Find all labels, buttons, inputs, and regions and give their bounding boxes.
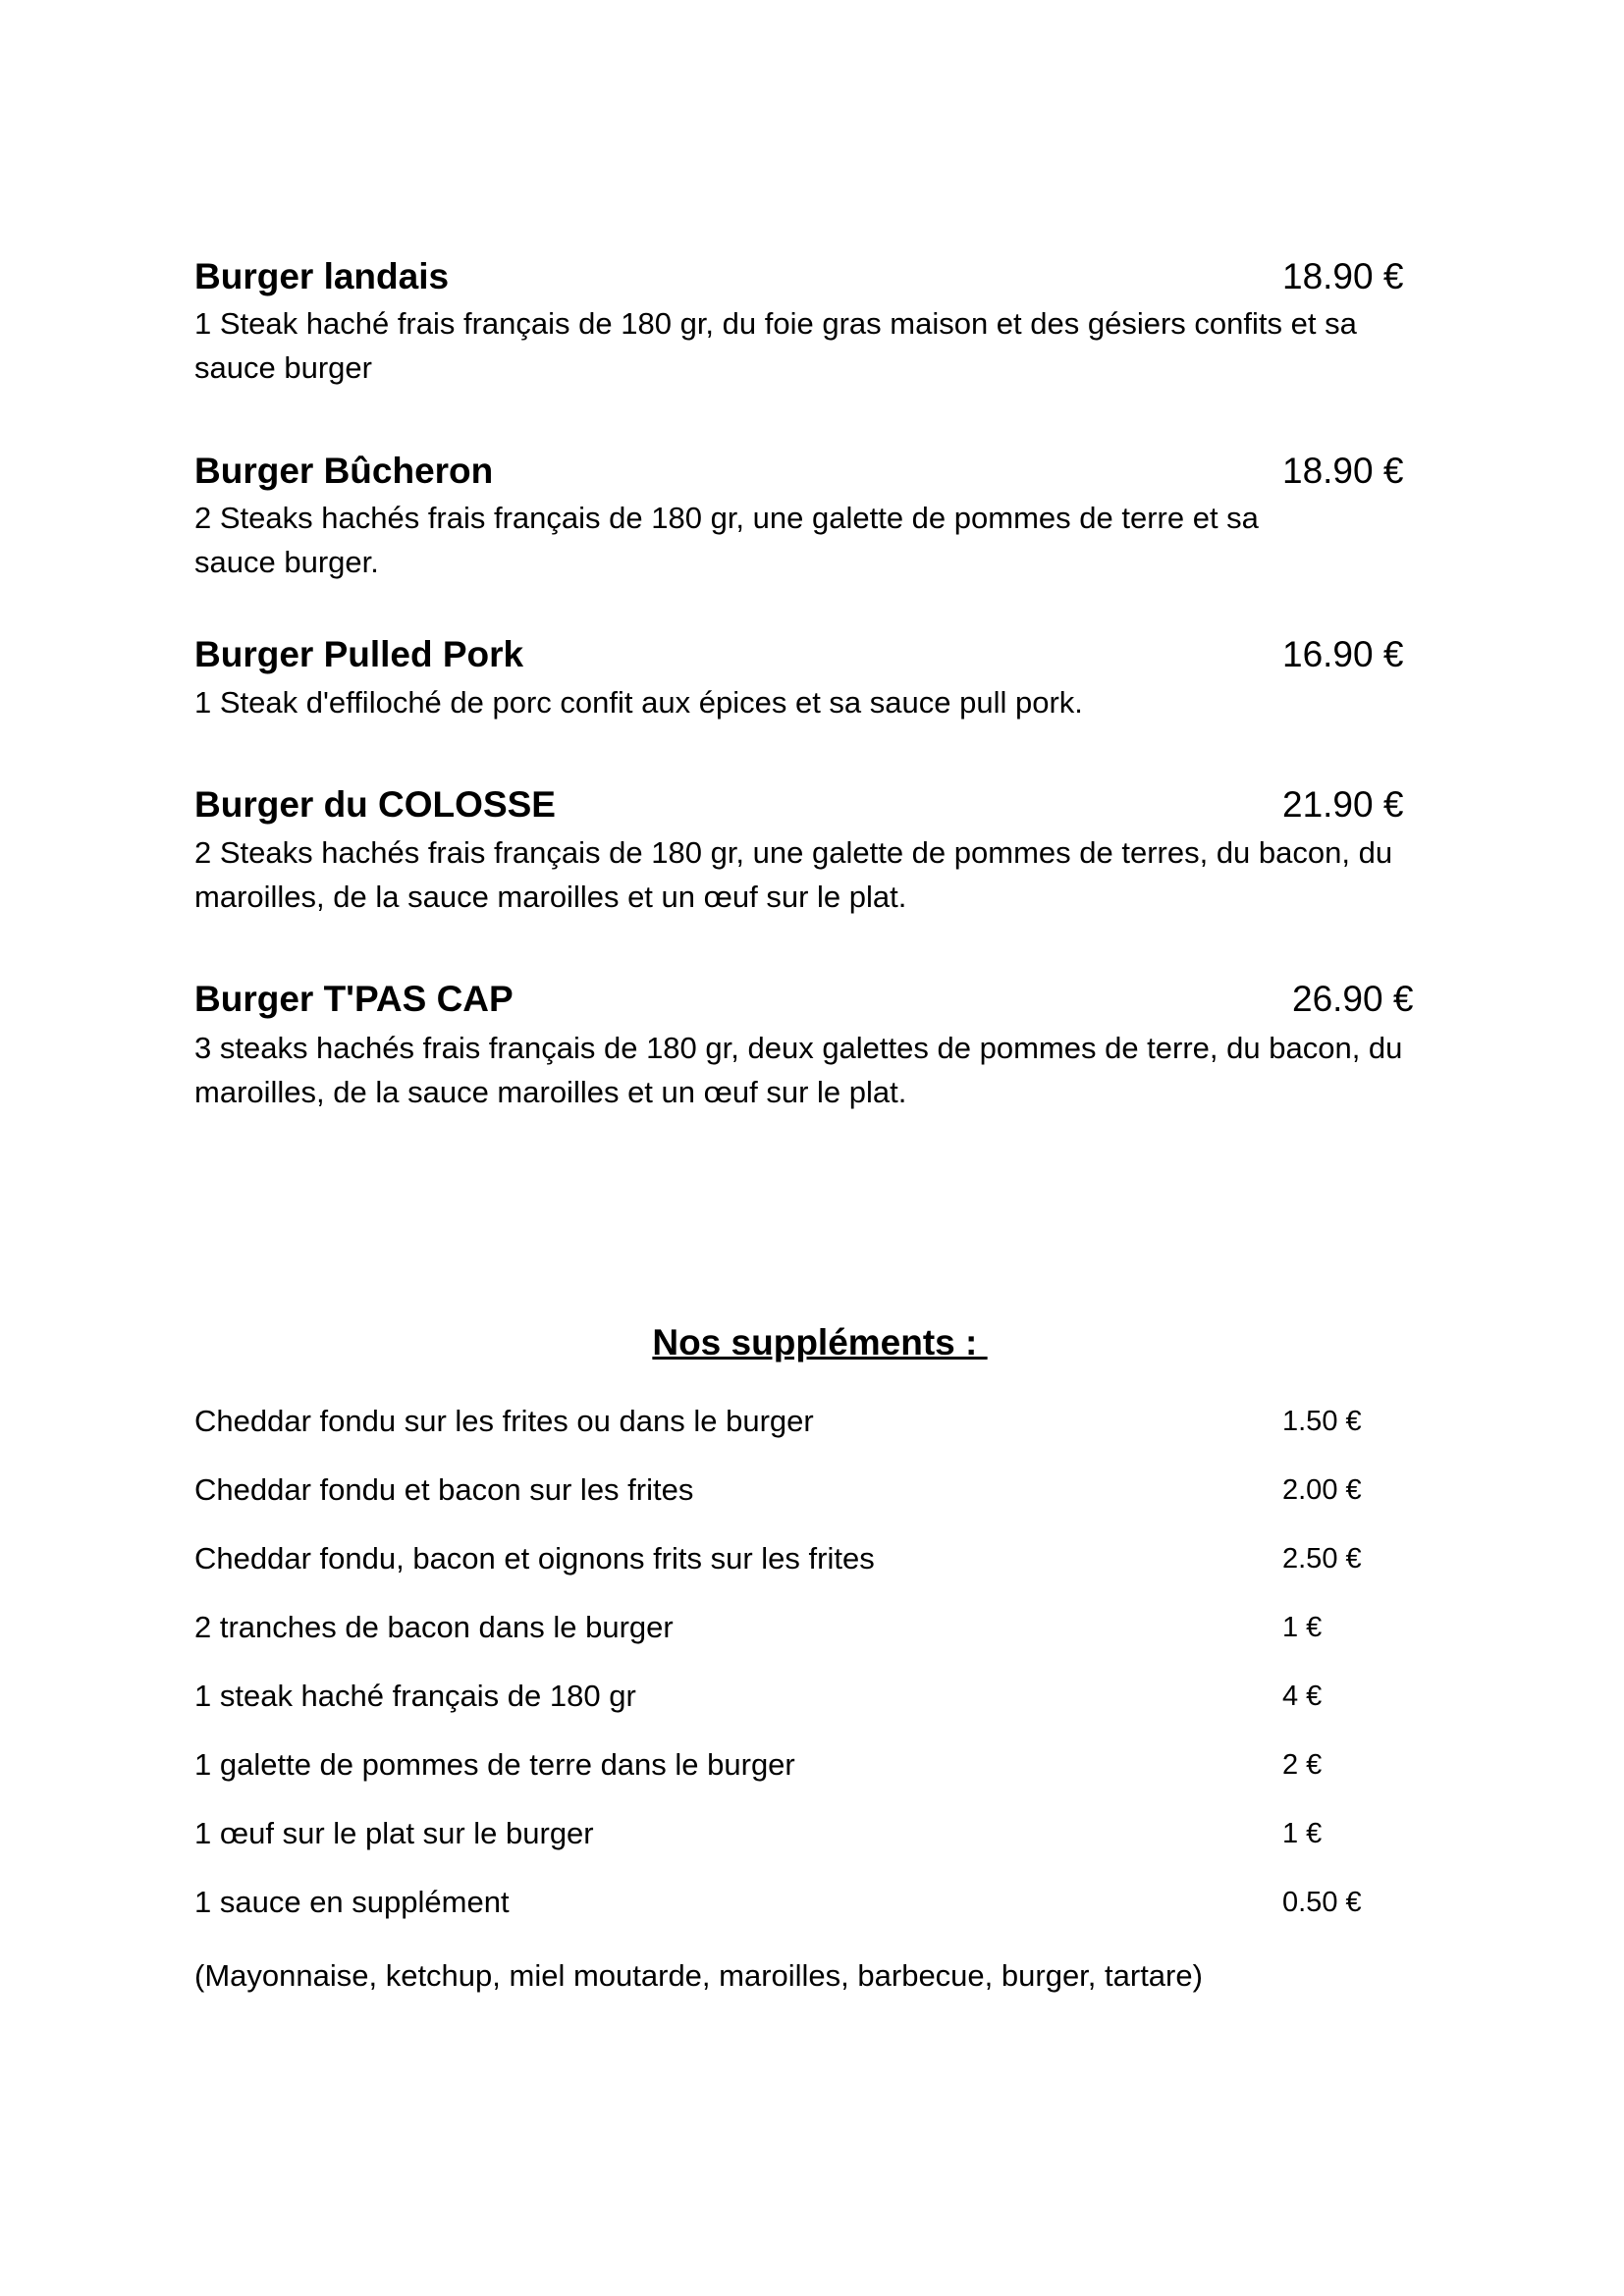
supplement-price: 4 € bbox=[1282, 1681, 1323, 1712]
burger-price: 16.90 € bbox=[1282, 634, 1404, 674]
supplement-label: Cheddar fondu, bacon et oignons frits sur les frites bbox=[194, 1541, 875, 1575]
sauce-options-note: (Mayonnaise, ketchup, miel moutarde, maroilles, barbecue, burger, tartare) bbox=[194, 1958, 1203, 1993]
supplement-label: Cheddar fondu et bacon sur les frites bbox=[194, 1472, 694, 1507]
burger-description: 3 steaks hachés frais français de 180 gr, deux galettes de pommes de terre, du bacon, du maroilles, de la sauce maroilles et un œuf sur le plat. bbox=[194, 1031, 1403, 1109]
burger-title: Burger du COLOSSE bbox=[194, 784, 556, 825]
burger-price: 18.90 € bbox=[1282, 451, 1404, 491]
supplements-heading: Nos suppléments : bbox=[652, 1322, 988, 1362]
burger-price: 21.90 € bbox=[1282, 784, 1404, 825]
burger-description: 1 Steak haché frais français de 180 gr, du foie gras maison et des gésiers confits et sa sauce burger bbox=[194, 306, 1357, 385]
burger-description: 2 Steaks hachés frais français de 180 gr, une galette de pommes de terre et sa sauce burger. bbox=[194, 501, 1259, 579]
supplement-price: 2.50 € bbox=[1282, 1543, 1362, 1575]
burger-price: 26.90 € bbox=[1292, 979, 1414, 1019]
burger-title: Burger Pulled Pork bbox=[194, 634, 524, 674]
supplement-price: 1 € bbox=[1282, 1612, 1323, 1643]
supplement-price: 0.50 € bbox=[1282, 1887, 1362, 1918]
burger-title: Burger T'PAS CAP bbox=[194, 979, 514, 1019]
supplement-label: 1 galette de pommes de terre dans le burger bbox=[194, 1747, 795, 1782]
supplement-label: 1 sauce en supplément bbox=[194, 1885, 510, 1919]
supplement-price: 2.00 € bbox=[1282, 1474, 1362, 1506]
supplement-price: 1.50 € bbox=[1282, 1406, 1362, 1437]
burger-description: 2 Steaks hachés frais français de 180 gr, une galette de pommes de terres, du bacon, du maroilles, de la sauce maroilles et un œuf sur le plat. bbox=[194, 835, 1393, 914]
supplement-label: 1 steak haché français de 180 gr bbox=[194, 1679, 636, 1713]
supplement-price: 1 € bbox=[1282, 1818, 1323, 1849]
burger-title: Burger landais bbox=[194, 256, 450, 296]
supplement-label: 1 œuf sur le plat sur le burger bbox=[194, 1816, 594, 1850]
supplement-label: 2 tranches de bacon dans le burger bbox=[194, 1610, 674, 1644]
burger-title: Burger Bûcheron bbox=[194, 451, 494, 491]
burger-description: 1 Steak d'effiloché de porc confit aux épices et sa sauce pull pork. bbox=[194, 685, 1083, 720]
supplement-price: 2 € bbox=[1282, 1749, 1323, 1781]
supplement-label: Cheddar fondu sur les frites ou dans le burger bbox=[194, 1404, 814, 1438]
burger-price: 18.90 € bbox=[1282, 256, 1404, 296]
